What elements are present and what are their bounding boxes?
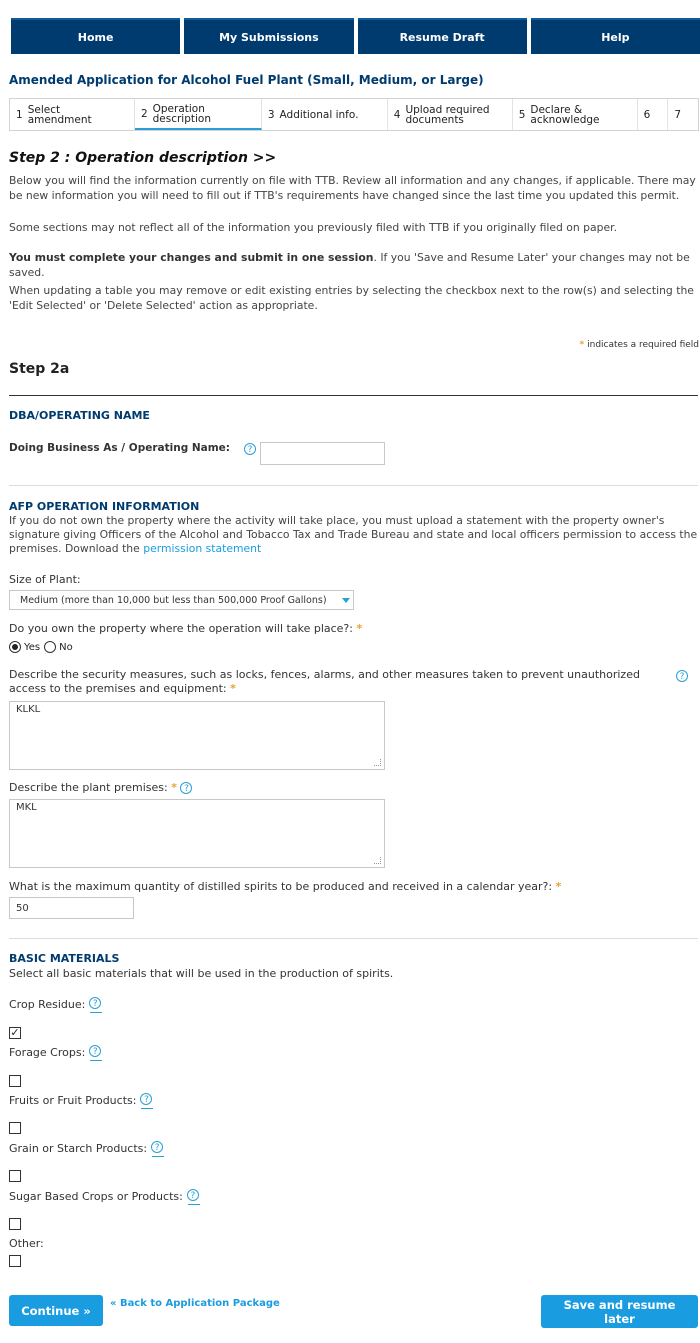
checkbox-fruits[interactable] [9, 1122, 21, 1134]
section-title: Step 2 : Operation description >> [9, 150, 277, 166]
material-label-sugar [9, 1189, 201, 1205]
required-star: * [171, 781, 177, 794]
nav-home[interactable]: Home [11, 18, 180, 54]
plant-premises-label [9, 781, 192, 794]
step-number: 5 [518, 108, 526, 121]
top-nav [11, 18, 700, 54]
resize-handle-icon[interactable] [374, 857, 381, 864]
nav-help[interactable]: Help [531, 18, 700, 54]
divider [9, 938, 698, 939]
help-icon[interactable]: ? [89, 997, 103, 1013]
checkbox-forage-crops[interactable] [9, 1075, 21, 1087]
step-4[interactable] [388, 99, 513, 130]
continue-button[interactable]: Continue » [9, 1295, 103, 1326]
radio-no[interactable] [44, 641, 56, 653]
security-measures-label-text: Describe the security measures, such as locks, fences, alarms, and other measures taken to prevent unauthorized access to the premises and equipment: [9, 668, 640, 695]
material-label-forage-crops [9, 1045, 103, 1061]
size-of-plant-label: Size of Plant: [9, 573, 81, 586]
step-number: 1 [16, 108, 23, 121]
intro-text: . If you 'Save and Resume Later' your changes may not be saved. [9, 251, 690, 279]
help-icon[interactable]: ? [89, 1045, 103, 1061]
plant-premises-label-text: Describe the plant premises: [9, 781, 168, 794]
afp-description [9, 514, 699, 556]
help-icon[interactable]: ? [180, 782, 192, 794]
help-icon[interactable]: ? [244, 443, 256, 455]
max-quantity-input[interactable] [9, 897, 134, 919]
divider [9, 485, 698, 486]
basic-materials-description: Select all basic materials that will be used in the production of spirits. [9, 967, 394, 980]
size-of-plant-select[interactable] [9, 590, 354, 610]
back-to-application-link[interactable]: « Back to Application Package [110, 1298, 280, 1309]
own-property-radio-group [9, 641, 73, 653]
step-2[interactable] [135, 99, 262, 130]
step-number: 3 [267, 108, 275, 121]
size-of-plant-value: Medium (more than 10,000 but less than 500,000 Proof Gallons) [20, 594, 327, 606]
plant-premises-textarea[interactable] [9, 799, 385, 868]
max-quantity-label [9, 880, 561, 893]
radio-yes-label[interactable]: Yes [24, 641, 41, 653]
step-6[interactable] [638, 99, 669, 130]
application-title: Amended Application for Alcohol Fuel Plant (Small, Medium, or Large) [9, 73, 484, 87]
required-star: * [555, 880, 562, 893]
help-icon[interactable]: ? [140, 1093, 154, 1109]
radio-yes[interactable] [9, 641, 21, 653]
step-7[interactable] [668, 99, 698, 130]
checkbox-grain[interactable] [9, 1170, 21, 1182]
step-2a-heading: Step 2a [9, 361, 70, 377]
dba-label: Doing Business As / Operating Name: [9, 442, 231, 454]
own-property-label [9, 622, 362, 635]
checkbox-sugar[interactable] [9, 1218, 21, 1230]
basic-materials-heading: BASIC MATERIALS [9, 952, 120, 965]
security-measures-label [9, 668, 664, 696]
help-icon[interactable]: ? [151, 1141, 165, 1157]
step-label: Select amendment [27, 103, 92, 126]
help-icon[interactable]: ? [187, 1189, 201, 1205]
material-label-fruits [9, 1093, 154, 1109]
material-label-text: Grain or Starch Products: [9, 1142, 148, 1155]
step-label: Upload required documents [405, 103, 490, 126]
intro-paragraph [9, 251, 699, 280]
step-number: 4 [393, 108, 401, 121]
save-and-resume-later-button[interactable]: Save and resume later [541, 1295, 698, 1328]
intro-paragraph: When updating a table you may remove or edit existing entries by selecting the checkbox next to the row(s) and selecting the 'Edit Selected' or 'Delete Selected' action as appropriate. [9, 284, 694, 312]
checkbox-other[interactable] [9, 1255, 21, 1267]
max-quantity-label-text: What is the maximum quantity of distilled spirits to be produced and received in a calendar year?: [9, 880, 553, 893]
material-label-text: Sugar Based Crops or Products: [9, 1190, 183, 1203]
step-3[interactable] [262, 99, 388, 130]
dropdown-arrow-icon [342, 598, 350, 603]
step-number: 2 [140, 107, 148, 120]
step-1[interactable] [10, 99, 135, 130]
radio-no-label[interactable]: No [59, 641, 73, 653]
permission-statement-link[interactable]: permission statement [143, 542, 262, 555]
required-star: * [579, 340, 585, 350]
step-number: 6 [643, 108, 651, 121]
material-label-grain [9, 1141, 165, 1157]
afp-heading: AFP OPERATION INFORMATION [9, 500, 200, 513]
intro-paragraph: Some sections may not reflect all of the information you previously filed with TTB if you originally filed on paper. [9, 221, 618, 234]
security-measures-textarea[interactable] [9, 701, 385, 770]
required-note-text: indicates a required field [584, 340, 699, 350]
step-number: 7 [674, 108, 681, 121]
checkbox-crop-residue[interactable]: ✓ [10, 1026, 20, 1039]
material-label-text: Forage Crops: [9, 1046, 86, 1059]
material-label-crop-residue [9, 997, 103, 1013]
step-progress-bar [9, 98, 699, 131]
step-5[interactable] [513, 99, 638, 130]
material-label-text: Fruits or Fruit Products: [9, 1094, 137, 1107]
help-icon[interactable]: ? [676, 670, 688, 682]
dba-heading: DBA/OPERATING NAME [9, 409, 150, 422]
intro-paragraph: Below you will find the information currently on file with TTB. Review all information and any changes, if applicable. There may be new information you will need to fill out if TTB's requirements have changed since the last time you updated this permit. [9, 174, 696, 202]
step-label: Operation description [152, 102, 212, 125]
intro-bold-text: You must complete your changes and submit in one session [9, 251, 374, 264]
required-field-note [580, 340, 699, 350]
afp-description-text: If you do not own the property where the activity will take place, you must upload a statement with the property owner's signature giving Officers of the Alcohol and Tobacco Tax and Trade Bureau and state and local officers permission to access the premises. Download the [9, 514, 698, 555]
material-label-text: Crop Residue: [9, 998, 86, 1011]
nav-resume-draft[interactable]: Resume Draft [358, 18, 527, 54]
required-star: * [230, 682, 236, 695]
nav-my-submissions[interactable]: My Submissions [184, 18, 353, 54]
dba-input[interactable] [260, 442, 385, 465]
step-label: Declare & acknowledge [530, 103, 600, 126]
step-label: Additional info. [279, 108, 359, 121]
material-label-other: Other: [9, 1237, 44, 1250]
divider [9, 395, 698, 396]
required-star: * [356, 622, 363, 635]
own-property-label-text: Do you own the property where the operation will take place?: [9, 622, 353, 635]
resize-handle-icon[interactable] [374, 759, 381, 766]
